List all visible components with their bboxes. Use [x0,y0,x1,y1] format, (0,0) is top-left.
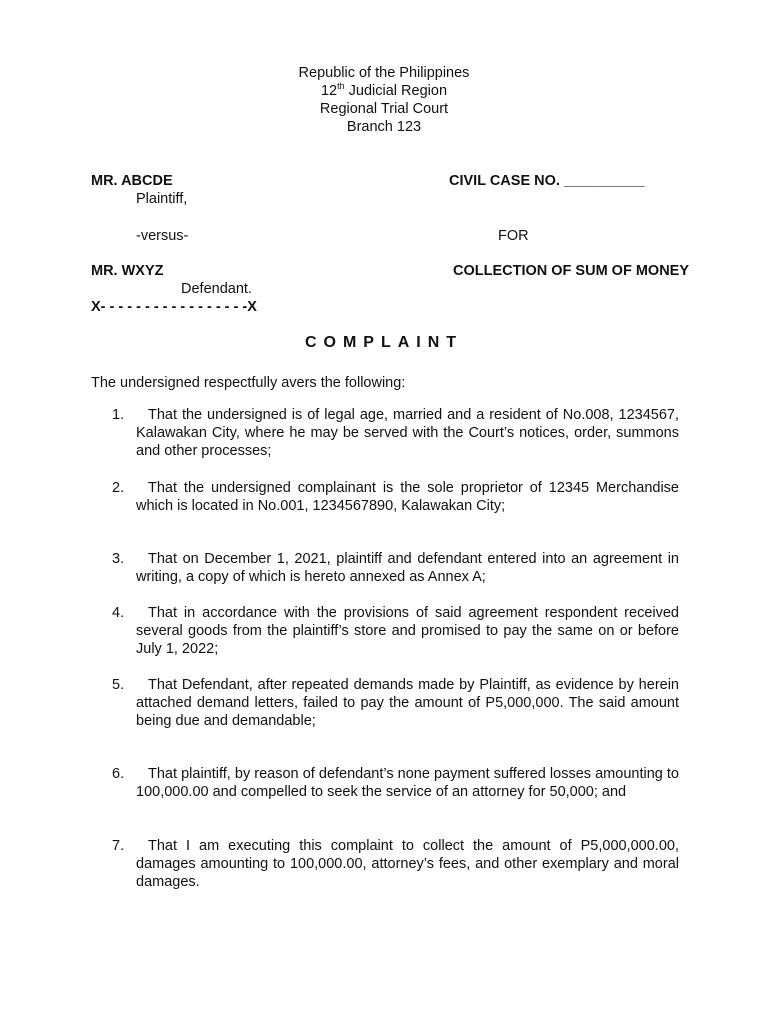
allegation-text: That plaintiff, by reason of defendant’s none payment suffered losses amounting to 100,000.00 and compelled to seek the service of an attorney for 50,000; and [136,766,679,800]
intro-statement: The undersigned respectfully avers the following: [91,375,406,391]
plaintiff-name: MR. ABCDE [91,173,173,189]
document-title: COMPLAINT [304,334,464,351]
allegation-text: That Defendant, after repeated demands made by Plaintiff, as evidence by herein attached demand letters, failed to pay the amount of P5,000,000. The said amount being due and demandable; [136,677,679,729]
defendant-role: Defendant. [181,281,252,297]
for-label: FOR [498,228,529,244]
allegation-number: 1. [112,407,125,423]
allegation-number: 4. [112,605,125,621]
allegation-text: That in accordance with the provisions of said agreement respondent received several goods from the plaintiff’s store and promised to pay the same on or before July 1, 2022; [136,605,679,657]
allegation-number: 2. [112,480,125,496]
plaintiff-role: Plaintiff, [136,191,188,207]
allegation-number: 3. [112,551,125,567]
allegation-text: That I am executing this complaint to collect the amount of P5,000,000.00, damages amounting to 100,000.00, attorney’s fees, and other exemplary and moral damages. [136,838,679,890]
defendant-name: MR. WXYZ [91,263,164,279]
allegation-text: That the undersigned is of legal age, married and a resident of No.008, 1234567, Kalawakan City, where he may be served with the Court’s notices, order, summons and other processes; [136,407,679,459]
header-branch: Branch 123 [346,119,422,135]
header-judicial-region: 12th Judicial Region [320,81,448,99]
court-header [0,64,768,136]
allegation-number: 6. [112,766,125,782]
civil-case-number: CIVIL CASE NO. __________ [449,173,645,189]
allegation-text: That the undersigned complainant is the sole proprietor of 12345 Merchandise which is located in No.001, 1234567890, Kalawakan City; [136,480,679,514]
allegation-text: That on December 1, 2021, plaintiff and defendant entered into an agreement in writing, a copy of which is hereto annexed as Annex A; [136,551,679,585]
case-nature: COLLECTION OF SUM OF MONEY [453,263,690,279]
header-republic: Republic of the Philippines [298,65,470,81]
header-court: Regional Trial Court [319,101,449,117]
allegation-number: 7. [112,838,125,854]
versus-label: -versus- [136,228,189,244]
allegation-number: 5. [112,677,125,693]
caption-separator: X- - - - - - - - - - - - - - - - -X [91,299,257,315]
